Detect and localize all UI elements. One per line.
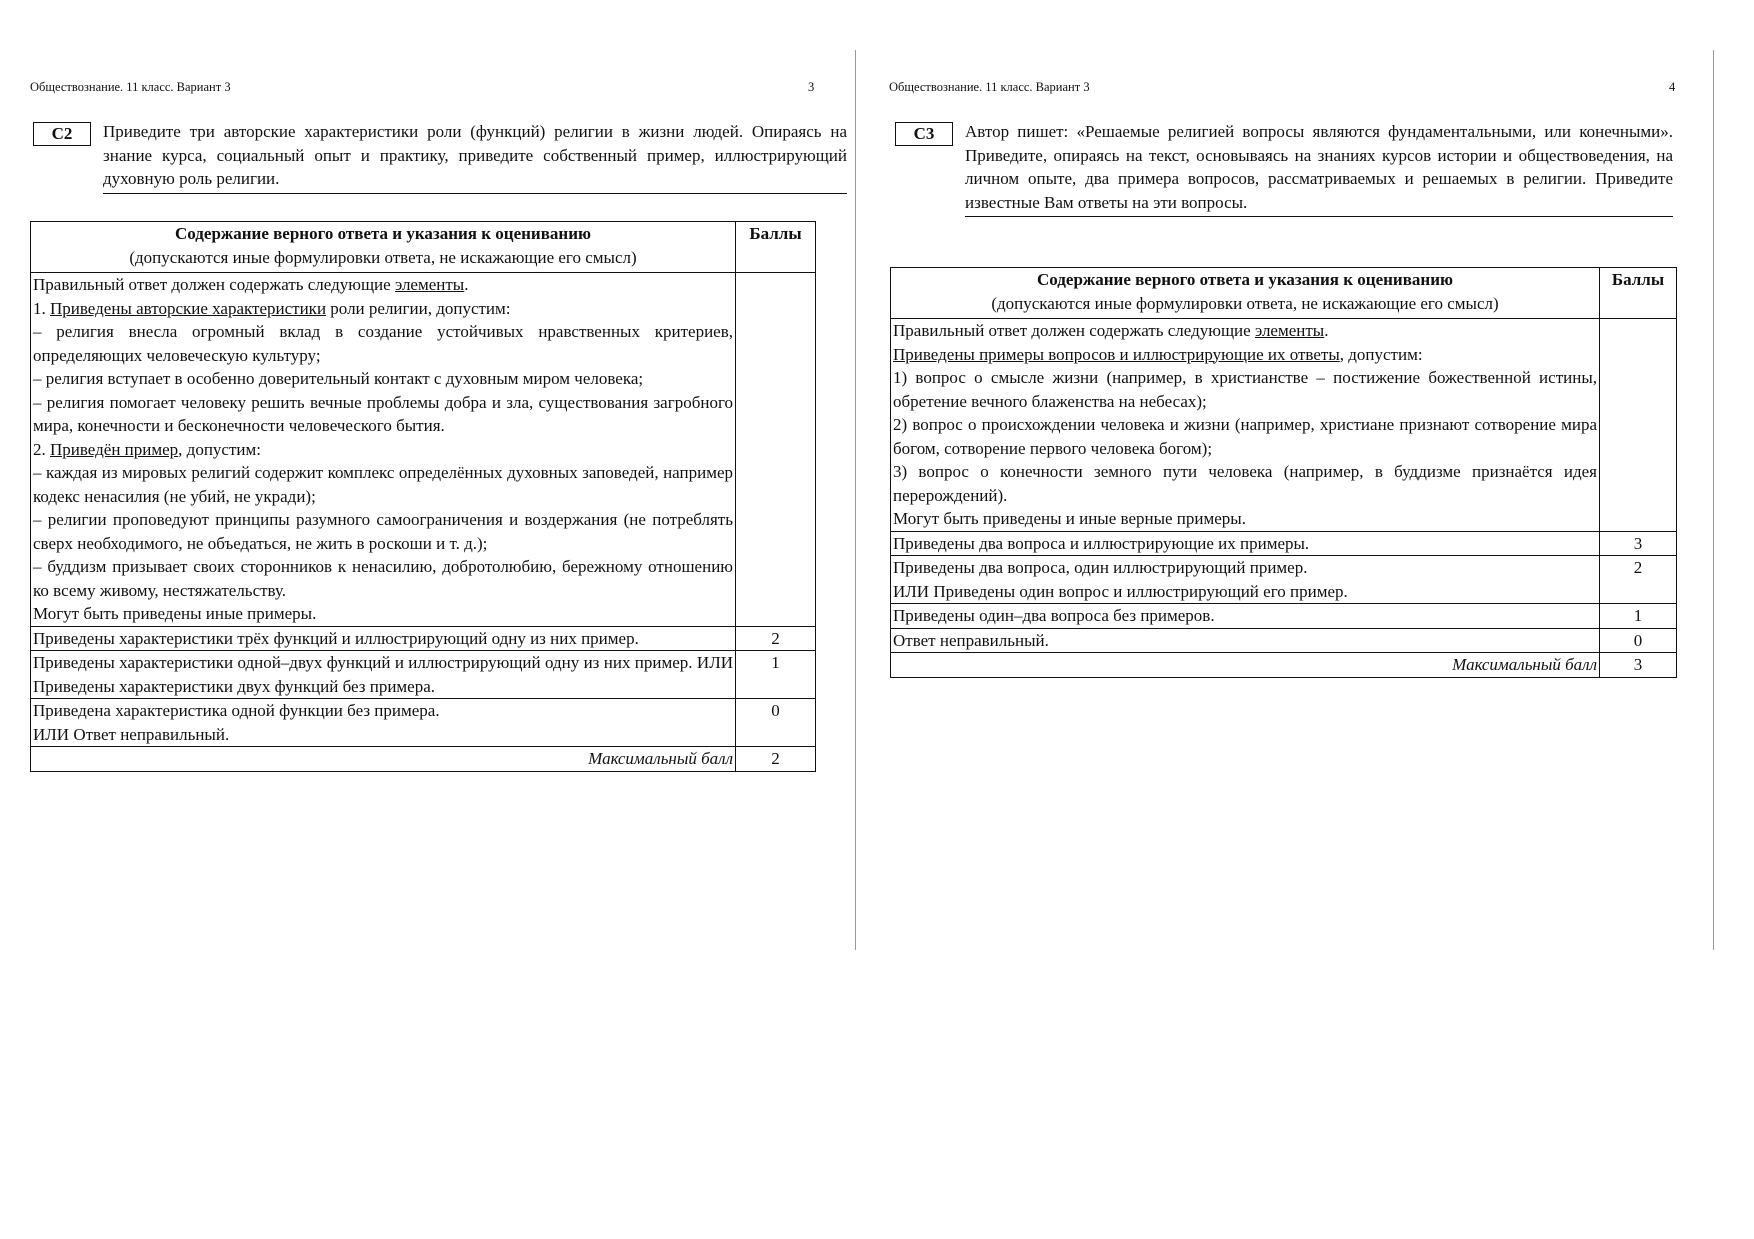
- criterion-score: 2: [736, 626, 816, 651]
- criterion-text: Приведены характеристики одной–двух функций и иллюстрирующий одну из них пример. ИЛИ Приведены характеристики двух функций без примера.: [31, 651, 736, 699]
- list-item: 1) вопрос о смысле жизни (например, в христианстве – постижение божественной истины, обретение вечного блаженства на небесах);: [893, 368, 1597, 411]
- page-number: 4: [1669, 80, 1676, 94]
- point-1-num: 1.: [33, 298, 50, 318]
- closing-note: Могут быть приведены и иные верные примеры.: [893, 509, 1246, 528]
- point-2-title: Приведён пример: [50, 439, 179, 459]
- list-item: 3) вопрос о конечности земного пути человека (например, в буддизме признаётся идея перерождений).: [893, 462, 1597, 505]
- criterion-score: 3: [1600, 531, 1677, 556]
- task-code-badge: С3: [895, 122, 953, 146]
- criterion-row: [891, 531, 1677, 556]
- page-3: [0, 0, 858, 960]
- intro-line: [893, 319, 1597, 343]
- criterion-score: 0: [736, 699, 816, 747]
- criterion-text: Приведены один–два вопроса без примеров.: [891, 604, 1600, 629]
- intro-elements: элементы: [394, 275, 465, 294]
- list-item: – буддизм призывает своих сторонников к ненасилию, добротолюбию, бережному отношению ко всему живому, нестяжательству.: [33, 557, 733, 600]
- page-number: 3: [808, 80, 815, 94]
- page-4: [858, 0, 1754, 960]
- criterion-line: ИЛИ Ответ неправильный.: [33, 724, 230, 744]
- criterion-row: [31, 651, 816, 699]
- list-item: – религия внесла огромный вклад в создание устойчивых нравственных критериев, определяющих человеческую культуру;: [33, 322, 733, 365]
- header-sub: (допускаются иные формулировки ответа, не искажающие его смысл): [991, 293, 1499, 313]
- list-item: – каждая из мировых религий содержит комплекс определённых духовных заповедей, например кодекс ненасилия (не убий, не укради);: [33, 463, 733, 506]
- criterion-row: [891, 604, 1677, 629]
- max-score-label: Максимальный балл: [31, 747, 736, 772]
- answer-content-row: [891, 319, 1677, 532]
- max-score-row: [31, 747, 816, 772]
- criteria-table: [890, 267, 1677, 678]
- header-main: Содержание верного ответа и указания к оцениванию: [1037, 270, 1453, 289]
- point-2: [33, 438, 733, 462]
- list-item: 2) вопрос о происхождении человека и жизни (например, христиане признают сотворение мира богом, сотворение первого человека богом);: [893, 415, 1597, 458]
- max-score-row: [891, 653, 1677, 678]
- intro-elements: элементы: [1254, 321, 1325, 340]
- answer-content-row: [31, 273, 816, 627]
- table-header-content: [31, 222, 736, 273]
- list-item: – религия помогает человеку решить вечные проблемы добра и зла, существования загробного мира, конечности и бесконечности человеческого бытия.: [33, 392, 733, 435]
- empty-score-cell: [1600, 319, 1677, 532]
- point-title: Приведены примеры вопросов и иллюстрирующие их ответы: [893, 344, 1340, 364]
- criterion-line: Приведена характеристика одной функции без примера.: [33, 701, 440, 720]
- max-score-value: 3: [1600, 653, 1677, 678]
- criterion-text: [891, 556, 1600, 604]
- criterion-row: [891, 556, 1677, 604]
- intro-suffix: .: [1324, 321, 1329, 340]
- point-1-title: Приведены авторские характеристики: [50, 298, 327, 318]
- header-score: Баллы: [1600, 268, 1677, 319]
- header-main: Содержание верного ответа и указания к оцениванию: [175, 224, 591, 243]
- list-item: – религия вступает в особенно доверительный контакт с духовным миром человека;: [33, 369, 644, 388]
- criteria-table: [30, 221, 816, 772]
- table-header-row: [891, 268, 1677, 319]
- point-2-suffix: , допустим:: [178, 439, 261, 459]
- table-header-content: [891, 268, 1600, 319]
- point-suffix: , допустим:: [1339, 344, 1423, 364]
- max-score-value: 2: [736, 747, 816, 772]
- point-title-line: [893, 343, 1597, 367]
- table-header-row: [31, 222, 816, 273]
- criterion-score: 2: [1600, 556, 1677, 604]
- criterion-text: Приведены два вопроса и иллюстрирующие их примеры.: [891, 531, 1600, 556]
- criterion-score: 0: [1600, 628, 1677, 653]
- task-text: Автор пишет: «Решаемые религией вопросы являются фундаментальными, или конечными». Приведите, опираясь на текст, основываясь на знаниях курсов истории и обществоведения, на личном опыте, два примера вопросов, рассматриваемых и решаемых в религии. Приведите известные Вам ответы на эти вопросы.: [965, 120, 1673, 217]
- criterion-line: Приведены два вопроса, один иллюстрирующий пример.: [893, 558, 1308, 577]
- point-2-num: 2.: [33, 439, 50, 459]
- task-code-badge: С2: [33, 122, 91, 146]
- criterion-line: ИЛИ Приведены один вопрос и иллюстрирующий его пример.: [893, 581, 1348, 601]
- closing-note: Могут быть приведены иные примеры.: [33, 604, 317, 623]
- criterion-row: [31, 699, 816, 747]
- criterion-text: Приведены характеристики трёх функций и иллюстрирующий одну из них пример.: [31, 626, 736, 651]
- criterion-score: 1: [736, 651, 816, 699]
- point-1-suffix: роли религии, допустим:: [326, 298, 511, 318]
- criterion-row: [31, 626, 816, 651]
- empty-score-cell: [736, 273, 816, 627]
- criterion-row: [891, 628, 1677, 653]
- page-header-title: Обществознание. 11 класс. Вариант 3: [889, 80, 1090, 94]
- list-item: – религии проповедуют принципы разумного самоограничения и воздержания (не потреблять сверх необходимого, не объедаться, не жить в роскоши и т. д.);: [33, 510, 733, 553]
- criterion-text: Ответ неправильный.: [891, 628, 1600, 653]
- max-score-label: Максимальный балл: [891, 653, 1600, 678]
- intro-suffix: .: [464, 275, 469, 294]
- page-header-title: Обществознание. 11 класс. Вариант 3: [30, 80, 231, 94]
- intro-text: Правильный ответ должен содержать следующие: [893, 321, 1255, 340]
- answer-content: [31, 273, 736, 627]
- header-sub: (допускаются иные формулировки ответа, не искажающие его смысл): [129, 247, 637, 267]
- header-score: Баллы: [736, 222, 816, 273]
- intro-line: [33, 273, 733, 297]
- intro-text: Правильный ответ должен содержать следующие: [33, 275, 395, 294]
- task-text: Приведите три авторские характеристики роли (функций) религии в жизни людей. Опираясь на знание курса, социальный опыт и практику, приведите собственный пример, иллюстрирующий духовную роль религии.: [103, 120, 847, 194]
- point-1: [33, 297, 733, 321]
- criterion-score: 1: [1600, 604, 1677, 629]
- criterion-text: [31, 699, 736, 747]
- answer-content: [891, 319, 1600, 532]
